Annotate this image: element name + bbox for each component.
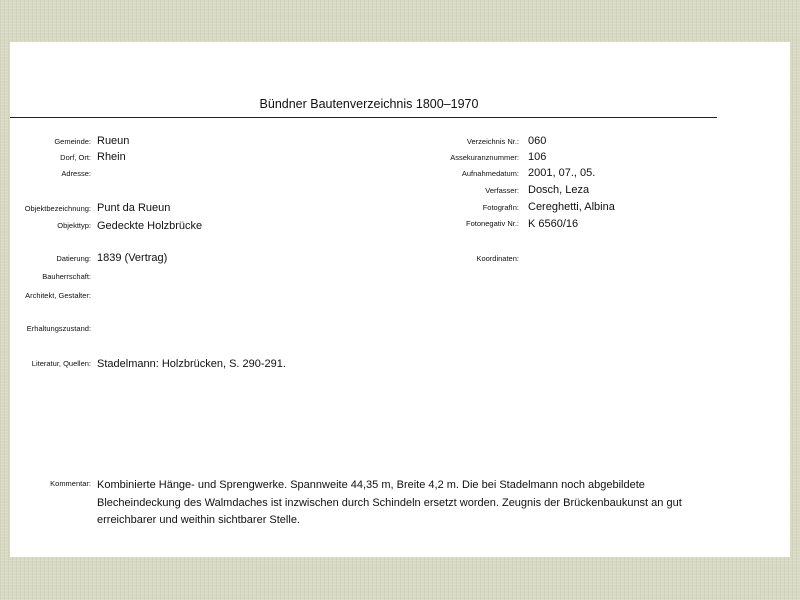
aufnahmedatum-value: 2001, 07., 05. [528, 167, 596, 179]
architekt-label: Architekt, Gestalter: [25, 291, 91, 300]
kommentar-label: Kommentar: [50, 479, 91, 488]
literatur-label: Literatur, Quellen: [31, 359, 91, 368]
datierung-value: 1839 (Vertrag) [97, 252, 168, 264]
record-sheet [10, 42, 790, 557]
dorf-value: Rhein [97, 151, 126, 163]
verfasser-value: Dosch, Leza [528, 184, 590, 196]
fotonegativ-label: Fotonegativ Nr.: [466, 219, 519, 228]
literatur-value: Stadelmann: Holzbrücken, S. 290-291. [97, 358, 286, 370]
verzeichnis-value: 060 [528, 135, 547, 147]
kommentar-value: Kombinierte Hänge- und Sprengwerke. Spannweite 44,35 m, Breite 4,2 m. Die bei Stadelmann noch abgebildete Blecheindeckung des Walmdaches ist inzwischen durch Schindeln ersetzt worden. Zeugnis der Brückenbaukunst an gut erreichbarer und weithin sichtbarer Stelle. [97, 479, 682, 526]
datierung-label: Datierung: [56, 254, 91, 263]
fotografin-label: FotografIn: [482, 203, 519, 212]
page-title: Bündner Bautenverzeichnis 1800–1970 [259, 97, 479, 111]
gemeinde-label: Gemeinde: [54, 137, 91, 146]
gemeinde-value: Rueun [97, 135, 130, 147]
objekttyp-value: Gedeckte Holzbrücke [97, 220, 203, 232]
verfasser-label: Verfasser: [485, 186, 519, 195]
adresse-label: Adresse: [61, 169, 91, 178]
verzeichnis-label: Verzeichnis Nr.: [466, 137, 519, 146]
fotonegativ-value: K 6560/16 [528, 218, 579, 230]
erhaltungszustand-label: Erhaltungszustand: [26, 324, 91, 333]
objekttyp-label: Objekttyp: [57, 221, 91, 230]
assekuranz-value: 106 [528, 151, 547, 163]
objektbezeichnung-label: Objektbezeichnung: [24, 204, 91, 213]
assekuranz-label: Assekuranznummer: [450, 153, 519, 162]
bauherrschaft-label: Bauherrschaft: [42, 272, 91, 281]
aufnahmedatum-label: Aufnahmedatum: [461, 169, 519, 178]
fotografin-value: Cereghetti, Albina [528, 201, 615, 213]
dorf-label: Dorf, Ort: [60, 153, 91, 162]
title-divider [10, 117, 717, 118]
objektbezeichnung-value: Punt da Rueun [97, 202, 171, 214]
koordinaten-label: Koordinaten: [476, 254, 519, 263]
